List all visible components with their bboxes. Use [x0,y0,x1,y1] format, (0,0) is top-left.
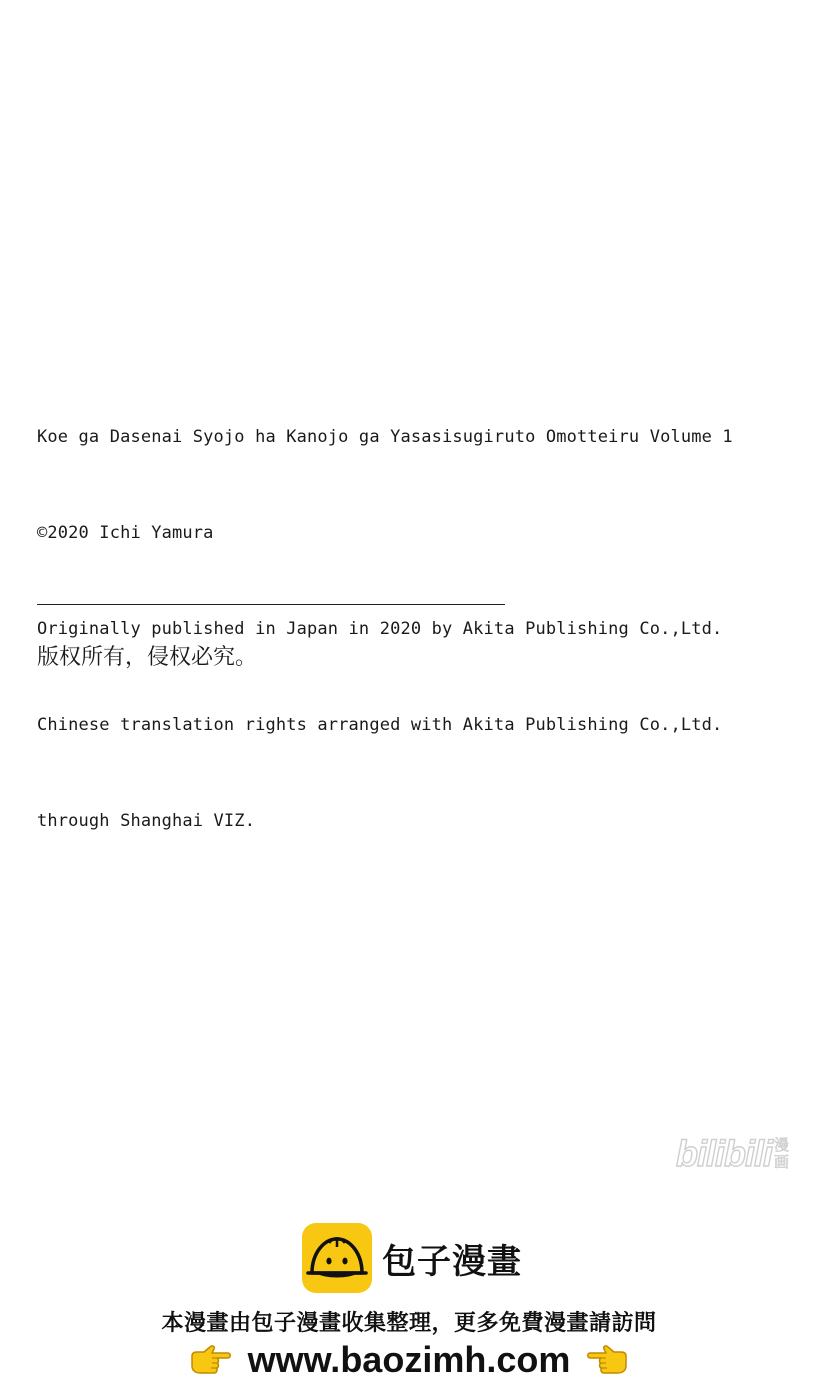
promo-tagline: 本漫畫由包子漫畫收集整理，更多免費漫畫請訪問 [161,1311,657,1336]
copyright-author-line: ©2020 Ichi Yamura [37,523,214,543]
copyright-agency-line: through Shanghai VIZ. [37,811,256,831]
bilibili-watermark [676,1132,790,1176]
watermark-cn-top: 漫 [774,1136,790,1154]
promo-url-row [0,1338,818,1382]
bun-logo-icon [302,1223,372,1293]
copyright-publisher-line: Originally published in Japan in 2020 by Akita Publishing Co.,Ltd. [37,619,723,639]
copyright-title-line: Koe ga Dasenai Syojo ha Kanojo ga Yasasisugiruto Omotteiru Volume 1 [37,427,733,447]
brand-name: 包子漫畫 [382,1241,522,1282]
watermark-text: bilibili [676,1133,772,1174]
pointing-right-hand-icon [190,1342,232,1378]
copyright-translation-line: Chinese translation rights arranged with Akita Publishing Co.,Ltd. [37,715,723,735]
promo-url-link[interactable]: www.baozimh.com [247,1339,571,1380]
section-divider [37,604,505,605]
watermark-cn [774,1137,789,1171]
copyright-block [37,357,797,869]
watermark-cn-bottom: 画 [774,1153,790,1171]
rights-notice: 版权所有，侵权必究。 [37,645,258,670]
promo-brand [302,1222,522,1294]
pointing-left-hand-icon [586,1342,628,1378]
